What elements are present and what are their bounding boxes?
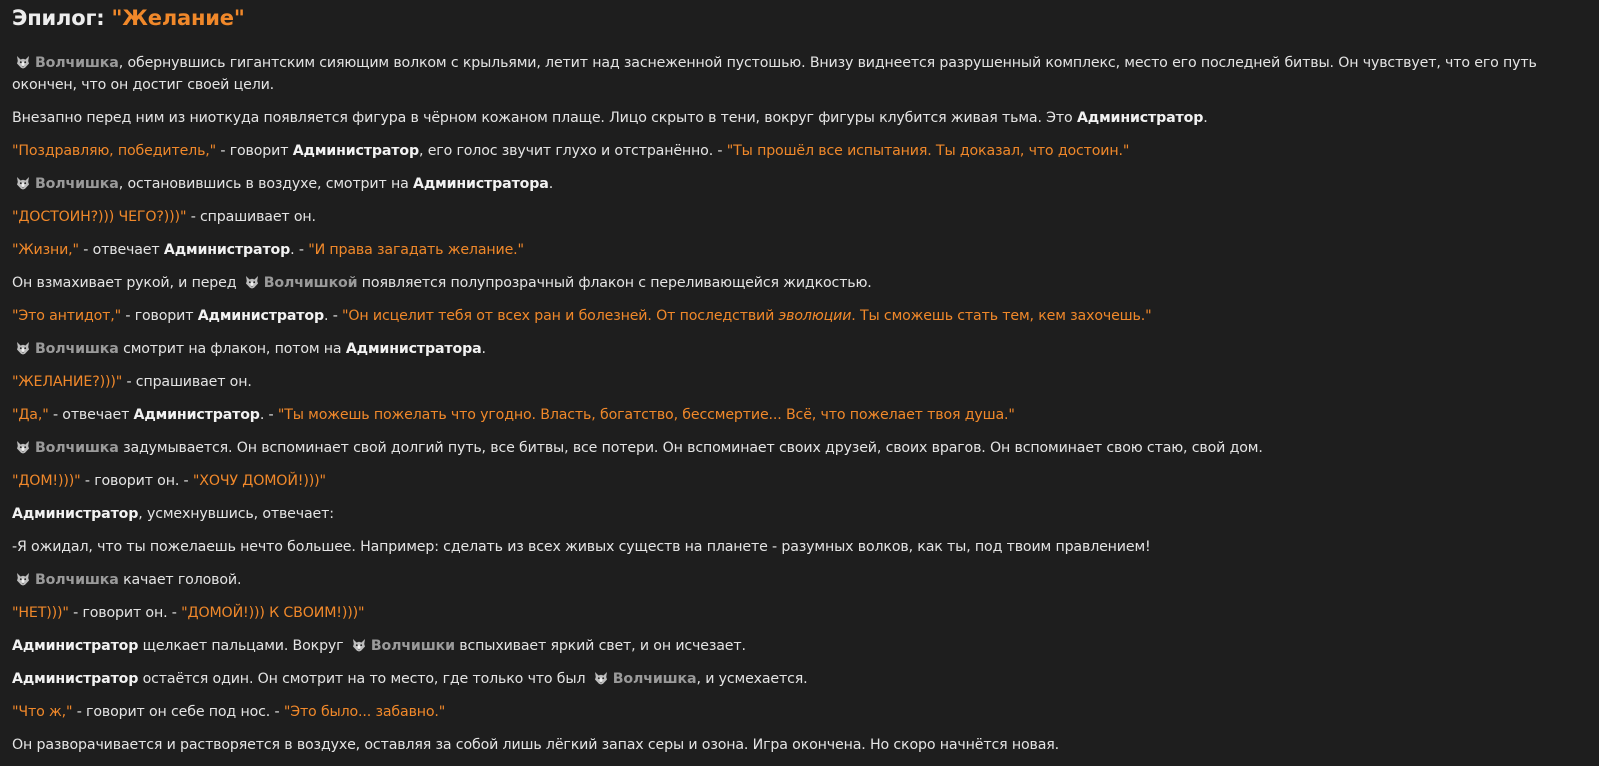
paragraph	[12, 503, 1587, 525]
character-name-administrator: Администратор	[133, 407, 260, 423]
narration-text: .	[1203, 110, 1208, 126]
character-name-wolf: Волчишки	[370, 638, 455, 654]
paragraph	[12, 437, 1587, 459]
wolf-icon	[352, 638, 366, 652]
character-name-administrator: Администратор	[12, 671, 139, 687]
character-name-wolf: Волчишка	[612, 671, 697, 687]
quote-text: "НЕТ)))"	[12, 605, 69, 621]
narration-text: появляется полупрозрачный флакон с переливающейся жидкостью.	[357, 275, 872, 291]
paragraph	[12, 701, 1587, 723]
paragraph	[12, 305, 1587, 327]
quote-text: "ДОСТОИН?))) ЧЕГО?)))"	[12, 209, 187, 225]
character-name-administrator: Администратор	[292, 143, 419, 159]
quote-text: "Да,"	[12, 407, 49, 423]
wolf-icon	[245, 275, 259, 289]
paragraph	[12, 173, 1587, 195]
character-name-wolf: Волчишка	[35, 572, 119, 588]
paragraph	[12, 52, 1587, 96]
narration-text: . -	[323, 308, 343, 324]
narration-text: - отвечает	[48, 407, 134, 423]
title-quoted: "Желание"	[111, 6, 245, 30]
quote-text: "ХОЧУ ДОМОЙ!)))"	[192, 473, 326, 489]
quote-text: "Это антидот,"	[12, 308, 122, 324]
narration-text: - говорит	[216, 143, 293, 159]
narration-text: - говорит он. -	[80, 473, 193, 489]
narration-text: задумывается. Он вспоминает свой долгий путь, все битвы, все потери. Он вспоминает своих друзей, своих врагов. Он вспоминает свою стаю, свой дом.	[118, 440, 1263, 456]
character-name-administrator: Администратор	[12, 638, 139, 654]
narration-text: . -	[290, 242, 309, 258]
narration-text: -Я ожидал, что ты пожелаешь нечто большее. Например: сделать из всех живых существ на планете - разумных волков, как ты, под твоим правлением!	[12, 539, 1151, 555]
narration-text: качает головой.	[118, 572, 242, 588]
paragraph	[12, 140, 1587, 162]
narration-text: щелкает пальцами. Вокруг	[138, 638, 348, 654]
paragraph	[12, 272, 1587, 294]
quote-emphasis: эволюции	[778, 308, 852, 324]
paragraph	[12, 404, 1587, 426]
wolf-icon	[16, 440, 30, 454]
paragraph	[12, 569, 1587, 591]
narration-text: - отвечает	[78, 242, 164, 258]
quote-text: "Ты прошёл все испытания. Ты доказал, что достоин."	[726, 143, 1130, 159]
quote-text: "Это было... забавно."	[283, 704, 446, 720]
paragraph	[12, 470, 1587, 492]
narration-text: - говорит	[121, 308, 198, 324]
narration-text: - говорит он себе под нос. -	[72, 704, 284, 720]
narration-text: вспыхивает яркий свет, и он исчезает.	[454, 638, 746, 654]
narration-text: , усмехнувшись, отвечает:	[138, 506, 334, 522]
character-name-administrator: Администратор	[197, 308, 324, 324]
narration-text: остаётся один. Он смотрит на то место, где только что был	[138, 671, 590, 687]
page-title	[12, 6, 1587, 30]
narration-text: , остановившись в воздухе, смотрит на	[118, 176, 413, 192]
narration-text: , и усмехается.	[696, 671, 808, 687]
narration-text: - спрашивает он.	[122, 374, 252, 390]
paragraph	[12, 635, 1587, 657]
title-prefix: Эпилог:	[12, 6, 112, 30]
paragraph	[12, 107, 1587, 129]
narration-text: .	[481, 341, 486, 357]
character-name-wolf: Волчишка	[35, 440, 119, 456]
paragraph	[12, 338, 1587, 360]
story-body	[12, 52, 1587, 756]
character-name-administrator: Администратора	[413, 176, 549, 192]
quote-text: "Он исцелит тебя от всех ран и болезней. От последствий	[342, 308, 779, 324]
paragraph	[12, 371, 1587, 393]
character-name-administrator: Администратор	[1076, 110, 1204, 126]
paragraph	[12, 536, 1587, 558]
quote-text: "ДОМ!)))"	[12, 473, 81, 489]
character-name-administrator: Администратор	[163, 242, 291, 258]
wolf-icon	[16, 55, 30, 69]
narration-text: , его голос звучит глухо и отстранённо. -	[418, 143, 727, 159]
paragraph	[12, 734, 1587, 756]
quote-text: "Ты можешь пожелать что угодно. Власть, богатство, бессмертие... Всё, что пожелает твоя душа."	[277, 407, 1015, 423]
narration-text: смотрит на флакон, потом на	[118, 341, 346, 357]
narration-text: Он взмахивает рукой, и перед	[12, 275, 241, 291]
narration-text: - спрашивает он.	[186, 209, 316, 225]
wolf-icon	[594, 671, 608, 685]
narration-text: .	[548, 176, 554, 192]
quote-text: "Поздравляю, победитель,"	[12, 143, 217, 159]
paragraph	[12, 602, 1587, 624]
paragraph	[12, 668, 1587, 690]
narration-text: , обернувшись гигантским сияющим волком с крыльями, летит над заснеженной пустошью. Внизу виднеется разрушенный комплекс, место его последней битвы. Он чувствует, что его путь окончен, что он достиг своей цели.	[12, 55, 1537, 93]
character-name-wolf: Волчишка	[35, 176, 119, 192]
wolf-icon	[16, 572, 30, 586]
quote-text: "ДОМОЙ!))) К СВОИМ!)))"	[181, 605, 365, 621]
wolf-icon	[16, 341, 30, 355]
narration-text: Внезапно перед ним из ниоткуда появляется фигура в чёрном кожаном плаще. Лицо скрыто в тени, вокруг фигуры клубится живая тьма. Это	[12, 110, 1077, 126]
narration-text: - говорит он. -	[68, 605, 182, 621]
character-name-wolf: Волчишкой	[263, 275, 358, 291]
paragraph	[12, 206, 1587, 228]
character-name-administrator: Администратор	[12, 506, 139, 522]
quote-text: "ЖЕЛАНИЕ?)))"	[12, 374, 123, 390]
quote-text: "Что ж,"	[12, 704, 73, 720]
quote-text: "Жизни,"	[12, 242, 79, 258]
paragraph	[12, 239, 1587, 261]
quote-text: . Ты сможешь стать тем, кем захочешь."	[851, 308, 1152, 324]
wolf-icon	[16, 176, 30, 190]
narration-text: . -	[259, 407, 278, 423]
character-name-wolf: Волчишка	[35, 341, 119, 357]
quote-text: "И права загадать желание."	[308, 242, 524, 258]
narration-text: Он разворачивается и растворяется в воздухе, оставляя за собой лишь лёгкий запах серы и озона. Игра окончена. Но скоро начнётся новая.	[12, 737, 1059, 753]
character-name-wolf: Волчишка	[35, 55, 119, 71]
character-name-administrator: Администратора	[345, 341, 482, 357]
